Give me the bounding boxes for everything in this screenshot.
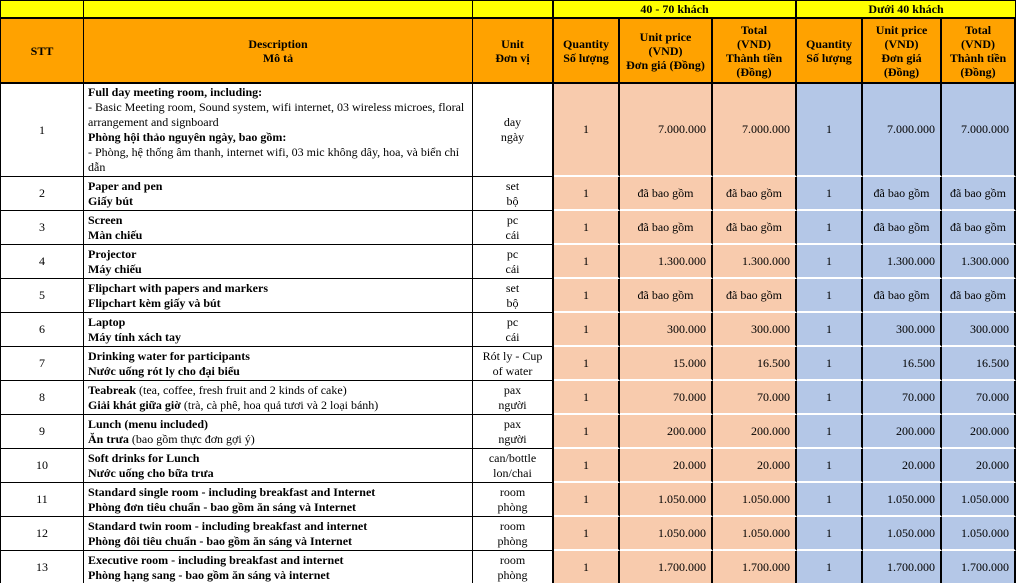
quantity-column-header-g1: Quantity Số lượng <box>554 19 620 84</box>
description-cell: Soft drinks for Lunch Nước uống cho bữa trưa <box>84 449 473 483</box>
description-cell: Teabreak (tea, coffee, fresh fruit and 2 kinds of cake) Giải khát giữa giờ (trà, cà phê, hoa quả tươi và 2 loại bánh) <box>84 381 473 415</box>
quantity-cell-g2: 1 <box>797 177 863 211</box>
unit-cell: pax người <box>473 415 554 449</box>
stt-cell: 6 <box>0 313 84 347</box>
quantity-column-header-g2: Quantity Số lượng <box>797 19 863 84</box>
table-row <box>0 313 1016 347</box>
unit-price-cell-g1: 300.000 <box>620 313 713 347</box>
description-column-header: Description Mô tả <box>84 19 473 84</box>
quantity-cell-g1: 1 <box>554 313 620 347</box>
unit-cell: pc cái <box>473 211 554 245</box>
unit-price-cell-g2: 200.000 <box>863 415 942 449</box>
unit-price-cell-g2: 1.050.000 <box>863 483 942 517</box>
total-cell-g1: 7.000.000 <box>713 84 797 177</box>
total-cell-g2: 1.700.000 <box>942 551 1016 583</box>
unit-price-cell-g2: 16.500 <box>863 347 942 381</box>
unit-price-cell-g1: 7.000.000 <box>620 84 713 177</box>
stt-cell: 11 <box>0 483 84 517</box>
table-row <box>0 415 1016 449</box>
total-column-header-g2: Total (VND) Thành tiền (Đồng) <box>942 19 1016 84</box>
description-cell: Paper and pen Giấy bút <box>84 177 473 211</box>
table-row <box>0 347 1016 381</box>
group-header-row <box>0 0 1016 19</box>
total-cell-g1: 1.700.000 <box>713 551 797 583</box>
table-row <box>0 381 1016 415</box>
quantity-cell-g1: 1 <box>554 449 620 483</box>
quantity-cell-g2: 1 <box>797 211 863 245</box>
total-cell-g1: 300.000 <box>713 313 797 347</box>
unit-price-cell-g1: 1.050.000 <box>620 517 713 551</box>
group-header-under-40: Dưới 40 khách <box>797 0 1016 19</box>
quantity-cell-g2: 1 <box>797 415 863 449</box>
stt-cell: 4 <box>0 245 84 279</box>
total-cell-g2: đã bao gồm <box>942 279 1016 313</box>
total-cell-g1: đã bao gồm <box>713 279 797 313</box>
total-cell-g2: 16.500 <box>942 347 1016 381</box>
total-cell-g2: 20.000 <box>942 449 1016 483</box>
unit-column-header: Unit Đơn vị <box>473 19 554 84</box>
quantity-cell-g1: 1 <box>554 347 620 381</box>
quantity-cell-g1: 1 <box>554 381 620 415</box>
unit-price-cell-g1: 20.000 <box>620 449 713 483</box>
table-row <box>0 517 1016 551</box>
unit-price-cell-g2: 20.000 <box>863 449 942 483</box>
description-cell: Flipchart with papers and markers Flipchart kèm giấy và bút <box>84 279 473 313</box>
total-cell-g1: đã bao gồm <box>713 211 797 245</box>
total-cell-g2: 70.000 <box>942 381 1016 415</box>
total-cell-g2: 1.050.000 <box>942 517 1016 551</box>
table-body <box>0 84 1016 583</box>
unit-price-cell-g1: 1.700.000 <box>620 551 713 583</box>
quantity-cell-g2: 1 <box>797 517 863 551</box>
unit-price-cell-g2: 300.000 <box>863 313 942 347</box>
total-cell-g2: đã bao gồm <box>942 211 1016 245</box>
unit-cell: set bộ <box>473 279 554 313</box>
quantity-cell-g1: 1 <box>554 211 620 245</box>
unit-price-cell-g2: 7.000.000 <box>863 84 942 177</box>
quantity-cell-g1: 1 <box>554 551 620 583</box>
quantity-cell-g2: 1 <box>797 483 863 517</box>
stt-cell: 10 <box>0 449 84 483</box>
table-row <box>0 449 1016 483</box>
unit-price-cell-g2: 1.700.000 <box>863 551 942 583</box>
unit-cell: pc cái <box>473 313 554 347</box>
unit-price-cell-g1: đã bao gồm <box>620 279 713 313</box>
unit-price-cell-g2: đã bao gồm <box>863 211 942 245</box>
quantity-cell-g1: 1 <box>554 415 620 449</box>
unit-cell: room phòng <box>473 483 554 517</box>
group-header-40-70: 40 - 70 khách <box>554 0 797 19</box>
quantity-cell-g1: 1 <box>554 279 620 313</box>
column-header-row <box>0 19 1016 84</box>
unit-cell: room phòng <box>473 551 554 583</box>
group-header-spacer-stt <box>0 0 84 19</box>
quantity-cell-g2: 1 <box>797 449 863 483</box>
table-row <box>0 84 1016 177</box>
total-cell-g1: 1.050.000 <box>713 517 797 551</box>
unit-price-cell-g1: 15.000 <box>620 347 713 381</box>
unit-price-cell-g1: đã bao gồm <box>620 177 713 211</box>
unit-price-cell-g1: 200.000 <box>620 415 713 449</box>
unit-price-cell-g1: 70.000 <box>620 381 713 415</box>
total-cell-g1: đã bao gồm <box>713 177 797 211</box>
description-cell: Standard single room - including breakfast and Internet Phòng đơn tiêu chuẩn - bao gồm ăn sáng và Internet <box>84 483 473 517</box>
unit-cell: day ngày <box>473 84 554 177</box>
stt-cell: 8 <box>0 381 84 415</box>
unit-price-cell-g1: 1.300.000 <box>620 245 713 279</box>
quantity-cell-g2: 1 <box>797 84 863 177</box>
unit-price-cell-g2: 1.300.000 <box>863 245 942 279</box>
unit-price-cell-g2: đã bao gồm <box>863 279 942 313</box>
unit-price-cell-g1: đã bao gồm <box>620 211 713 245</box>
stt-cell: 2 <box>0 177 84 211</box>
stt-cell: 12 <box>0 517 84 551</box>
quantity-cell-g2: 1 <box>797 347 863 381</box>
quantity-cell-g1: 1 <box>554 177 620 211</box>
description-cell: Standard twin room - including breakfast and internet Phòng đôi tiêu chuẩn - bao gồm ăn sáng và Internet <box>84 517 473 551</box>
table-row <box>0 483 1016 517</box>
description-cell: Projector Máy chiếu <box>84 245 473 279</box>
total-cell-g1: 16.500 <box>713 347 797 381</box>
quantity-cell-g1: 1 <box>554 245 620 279</box>
total-cell-g2: 1.300.000 <box>942 245 1016 279</box>
total-cell-g1: 1.300.000 <box>713 245 797 279</box>
quantity-cell-g1: 1 <box>554 517 620 551</box>
stt-cell: 7 <box>0 347 84 381</box>
group-header-spacer-unit <box>473 0 554 19</box>
stt-cell: 9 <box>0 415 84 449</box>
total-cell-g2: 200.000 <box>942 415 1016 449</box>
unit-cell: Rót ly - Cup of water <box>473 347 554 381</box>
stt-cell: 1 <box>0 84 84 177</box>
description-cell: Full day meeting room, including: - Basic Meeting room, Sound system, wifi internet, 03 wireless microes, floral arrangement and signboard Phòng hội thảo nguyên ngày, bao gồm: - Phòng, hệ thống âm thanh, internet wifi, 03 mic không dây, hoa, và biển chỉ dẫn <box>84 84 473 177</box>
unit-cell: set bộ <box>473 177 554 211</box>
quantity-cell-g1: 1 <box>554 483 620 517</box>
total-column-header-g1: Total (VND) Thành tiền (Đồng) <box>713 19 797 84</box>
stt-cell: 5 <box>0 279 84 313</box>
quantity-cell-g2: 1 <box>797 551 863 583</box>
table-row <box>0 245 1016 279</box>
unit-price-cell-g2: đã bao gồm <box>863 177 942 211</box>
unit-cell: room phòng <box>473 517 554 551</box>
table-row <box>0 211 1016 245</box>
description-cell: Lunch (menu included) Ăn trưa (bao gồm thực đơn gợi ý) <box>84 415 473 449</box>
unit-price-cell-g2: 70.000 <box>863 381 942 415</box>
total-cell-g2: 7.000.000 <box>942 84 1016 177</box>
description-cell: Executive room - including breakfast and internet Phòng hạng sang - bao gồm ăn sáng và internet <box>84 551 473 583</box>
total-cell-g2: đã bao gồm <box>942 177 1016 211</box>
quantity-cell-g2: 1 <box>797 381 863 415</box>
description-cell: Laptop Máy tính xách tay <box>84 313 473 347</box>
table-row <box>0 551 1016 583</box>
unit-cell: pc cái <box>473 245 554 279</box>
unit-cell: can/bottle lon/chai <box>473 449 554 483</box>
unit-cell: pax người <box>473 381 554 415</box>
description-cell: Drinking water for participants Nước uống rót ly cho đại biểu <box>84 347 473 381</box>
group-header-spacer-description <box>84 0 473 19</box>
quantity-cell-g2: 1 <box>797 313 863 347</box>
total-cell-g2: 1.050.000 <box>942 483 1016 517</box>
unit-price-cell-g2: 1.050.000 <box>863 517 942 551</box>
stt-cell: 3 <box>0 211 84 245</box>
table-row <box>0 177 1016 211</box>
quantity-cell-g2: 1 <box>797 245 863 279</box>
stt-cell: 13 <box>0 551 84 583</box>
unit-price-column-header-g2: Unit price (VND) Đơn giá (Đồng) <box>863 19 942 84</box>
total-cell-g1: 20.000 <box>713 449 797 483</box>
unit-price-cell-g1: 1.050.000 <box>620 483 713 517</box>
quantity-cell-g2: 1 <box>797 279 863 313</box>
table-row <box>0 279 1016 313</box>
quantity-cell-g1: 1 <box>554 84 620 177</box>
total-cell-g1: 1.050.000 <box>713 483 797 517</box>
stt-column-header: STT <box>0 19 84 84</box>
unit-price-column-header-g1: Unit price (VND) Đơn giá (Đồng) <box>620 19 713 84</box>
total-cell-g1: 200.000 <box>713 415 797 449</box>
description-cell: Screen Màn chiếu <box>84 211 473 245</box>
total-cell-g2: 300.000 <box>942 313 1016 347</box>
total-cell-g1: 70.000 <box>713 381 797 415</box>
